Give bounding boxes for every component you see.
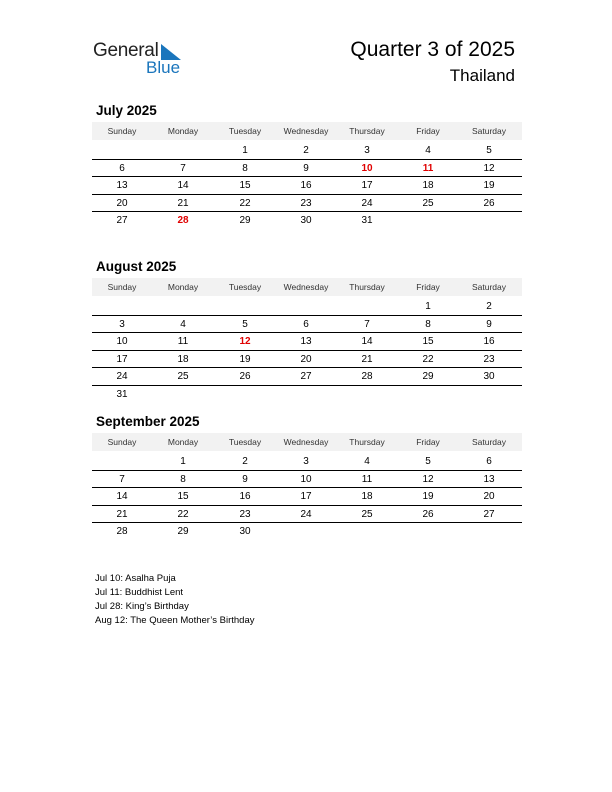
day-cell: 26 [422,508,434,520]
day-cell: 28 [361,371,373,382]
day-cell: 6 [303,318,309,330]
day-cell: 20 [116,197,128,209]
day-cell: 3 [364,145,370,156]
holiday-note: Jul 10: Asalha Puja [95,573,176,584]
weekday-label: Sunday [107,126,137,136]
day-cell: 13 [116,180,128,191]
weekday-label: Saturday [471,282,507,292]
weekday-label: Sunday [107,437,137,447]
day-cell: 14 [361,336,373,347]
day-cell: 7 [119,473,125,485]
weekday-header [92,433,522,451]
weekday-label: Monday [167,437,199,447]
week-row [92,522,522,540]
day-cell: 10 [116,336,128,347]
weekday-label: Thursday [349,126,385,136]
holiday-day-cell: 28 [177,215,189,226]
day-cell: 22 [239,197,251,209]
day-cell: 9 [486,318,492,330]
day-cell: 4 [425,145,431,156]
day-cell: 29 [422,371,434,382]
day-cell: 20 [483,491,495,502]
day-cell: 27 [483,508,495,520]
weekday-label: Monday [167,126,199,136]
day-cell: 18 [361,491,373,502]
weekday-label: Tuesday [228,437,262,447]
week-row [92,505,522,524]
day-cell: 6 [486,456,492,467]
day-cell: 1 [242,145,248,156]
holiday-note: Jul 28: King’s Birthday [95,601,189,612]
day-cell: 15 [239,180,251,191]
holiday-day-cell: 11 [422,162,434,174]
day-cell: 21 [361,353,373,365]
day-cell: 19 [239,353,251,365]
day-cell: 21 [116,508,128,520]
week-row [92,159,522,178]
week-row [92,487,522,506]
day-cell: 9 [242,473,248,485]
day-cell: 23 [239,508,251,520]
weekday-label: Friday [416,437,440,447]
holiday-note: Aug 12: The Queen Mother’s Birthday [95,615,255,626]
day-cell: 29 [239,215,251,226]
day-cell: 5 [486,145,492,156]
day-cell: 10 [300,473,312,485]
weekday-label: Sunday [107,282,137,292]
weekday-label: Monday [167,282,199,292]
day-cell: 27 [116,215,128,226]
day-cell: 13 [300,336,312,347]
day-cell: 25 [422,197,434,209]
weekday-label: Thursday [349,282,385,292]
day-cell: 11 [177,336,189,347]
day-cell: 22 [177,508,189,520]
weekday-label: Saturday [471,437,507,447]
day-cell: 21 [177,197,189,209]
day-cell: 17 [361,180,373,191]
day-cell: 12 [422,473,434,485]
day-cell: 22 [422,353,434,365]
day-cell: 1 [425,301,431,312]
day-cell: 19 [483,180,495,191]
week-row [92,315,522,334]
day-cell: 2 [242,456,248,467]
week-row [92,176,522,195]
day-cell: 13 [483,473,495,485]
day-cell: 9 [303,162,309,174]
day-cell: 24 [300,508,312,520]
week-row [92,452,522,471]
weekday-label: Tuesday [228,282,262,292]
week-row [92,211,522,229]
day-cell: 25 [177,371,189,382]
day-cell: 23 [300,197,312,209]
day-cell: 30 [300,215,312,226]
week-row [92,297,522,316]
week-row [92,141,522,160]
day-cell: 15 [177,491,189,502]
day-cell: 30 [483,371,495,382]
day-cell: 6 [119,162,125,174]
day-cell: 14 [116,491,128,502]
day-cell: 17 [300,491,312,502]
day-cell: 2 [486,301,492,312]
day-cell: 7 [180,162,186,174]
weekday-label: Wednesday [283,282,329,292]
day-cell: 27 [300,371,312,382]
day-cell: 8 [425,318,431,330]
week-row [92,470,522,489]
day-cell: 30 [239,526,251,537]
day-cell: 24 [116,371,128,382]
day-cell: 17 [116,353,128,365]
weekday-header [92,278,522,296]
day-cell: 3 [303,456,309,467]
logo [93,40,193,80]
week-row [92,385,522,403]
day-cell: 31 [116,388,128,400]
day-cell: 11 [361,473,373,485]
weekday-label: Friday [416,126,440,136]
holiday-notes [95,572,255,628]
day-cell: 26 [239,371,251,382]
country-name: Thailand [449,66,515,85]
day-cell: 4 [364,456,370,467]
day-cell: 18 [422,180,434,191]
weekday-label: Thursday [349,437,385,447]
day-cell: 25 [361,508,373,520]
day-cell: 7 [364,318,370,330]
month-title: September 2025 [96,414,200,429]
weekday-header [92,122,522,140]
holiday-note: Jul 11: Buddhist Lent [95,587,184,598]
day-cell: 28 [116,526,128,537]
week-row [92,332,522,351]
month-title: August 2025 [96,259,177,274]
day-cell: 4 [180,318,186,330]
day-cell: 29 [177,526,189,537]
day-cell: 1 [180,456,186,467]
day-cell: 16 [483,336,495,347]
day-cell: 8 [242,162,248,174]
logo-general-text: General [93,40,159,61]
month-title: July 2025 [96,103,157,118]
day-cell: 12 [483,162,495,174]
day-cell: 24 [361,197,373,209]
holiday-day-cell: 12 [239,336,251,347]
week-row [92,194,522,213]
page-title: Quarter 3 of 2025 [350,38,515,61]
week-row [92,367,522,386]
day-cell: 3 [119,318,125,330]
weekday-label: Saturday [471,126,507,136]
weekday-label: Wednesday [283,126,329,136]
day-cell: 18 [177,353,189,365]
day-cell: 20 [300,353,312,365]
weekday-label: Tuesday [228,126,262,136]
day-cell: 5 [425,456,431,467]
weekday-label: Friday [416,282,440,292]
day-cell: 16 [300,180,312,191]
day-cell: 15 [422,336,434,347]
day-cell: 14 [177,180,189,191]
day-cell: 31 [361,215,373,226]
day-cell: 19 [422,491,434,502]
day-cell: 2 [303,145,309,156]
week-row [92,350,522,369]
day-cell: 8 [180,473,186,485]
day-cell: 26 [483,197,495,209]
day-cell: 5 [242,318,248,330]
logo-blue-text: Blue [146,58,181,77]
day-cell: 16 [239,491,251,502]
day-cell: 23 [483,353,495,365]
holiday-day-cell: 10 [361,162,373,174]
weekday-label: Wednesday [283,437,329,447]
